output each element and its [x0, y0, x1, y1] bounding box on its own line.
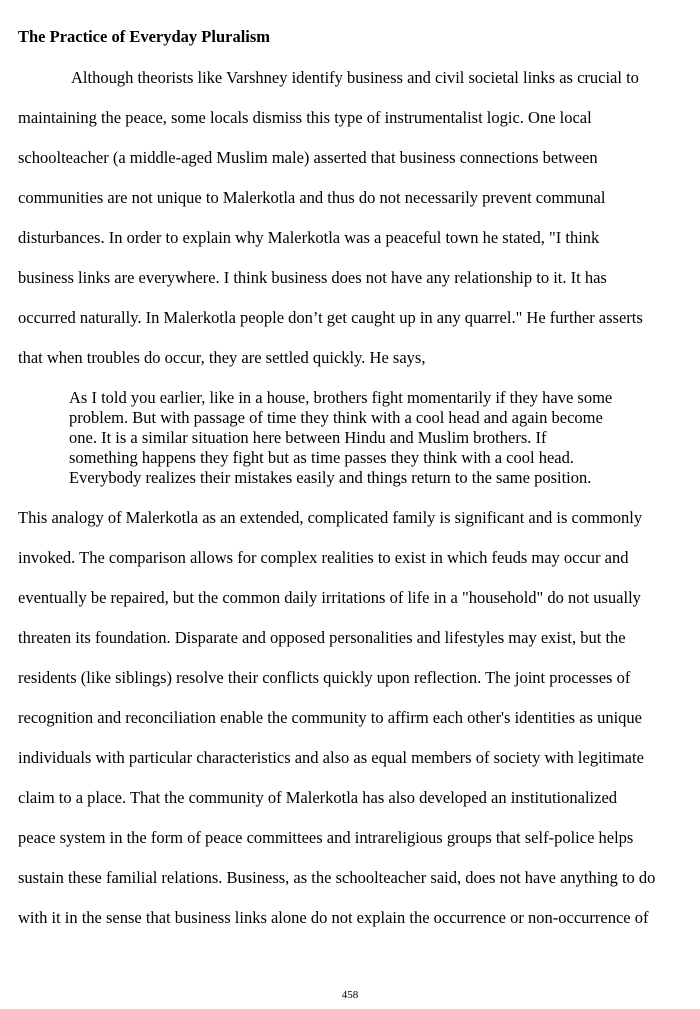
text-line: maintaining the peace, some locals dismiss this type of instrumentalist logic. One local [18, 108, 592, 127]
text-line: eventually be repaired, but the common daily irritations of life in a "household" do not usually [18, 588, 641, 607]
text-line: business links are everywhere. I think business does not have any relationship to it. It has [18, 268, 607, 287]
quote-line: Everybody realizes their mistakes easily and things return to the same position. [69, 468, 592, 487]
quote-line: something happens they fight but as time passes they think with a cool head. [69, 448, 574, 467]
text-line: that when troubles do occur, they are settled quickly. He says, [18, 348, 426, 367]
text-line: schoolteacher (a middle-aged Muslim male) asserted that business connections between [18, 148, 598, 167]
text-line: Although theorists like Varshney identify business and civil societal links as crucial to [71, 68, 639, 87]
text-line: communities are not unique to Malerkotla and thus do not necessarily prevent communal [18, 188, 606, 207]
text-line: individuals with particular characteristics and also as equal members of society with legitimate [18, 748, 644, 767]
text-line: claim to a place. That the community of Malerkotla has also developed an institutionalized [18, 788, 618, 807]
text-line: disturbances. In order to explain why Malerkotla was a peaceful town he stated, "I think [18, 228, 600, 247]
page-number: 458 [341, 989, 359, 1001]
text-line: threaten its foundation. Disparate and opposed personalities and lifestyles may exist, but the [18, 628, 626, 647]
quote-line: problem. But with passage of time they think with a cool head and again become [69, 408, 603, 427]
text-line: invoked. The comparison allows for complex realities to exist in which feuds may occur and [18, 548, 629, 567]
text-line: occurred naturally. In Malerkotla people don’t get caught up in any quarrel." He further asserts [18, 308, 643, 327]
text-line: recognition and reconciliation enable the community to affirm each other's identities as unique [18, 708, 642, 727]
text-line: with it in the sense that business links alone do not explain the occurrence or non-occurrence of [18, 908, 649, 927]
text-line: sustain these familial relations. Business, as the schoolteacher said, does not have anything to do [18, 868, 656, 887]
text-line: This analogy of Malerkotla as an extended, complicated family is significant and is commonly [18, 508, 643, 527]
text-line: residents (like siblings) resolve their conflicts quickly upon reflection. The joint processes of [18, 668, 631, 687]
text-line: peace system in the form of peace committees and intrareligious groups that self-police helps [18, 828, 634, 847]
quote-line: As I told you earlier, like in a house, brothers fight momentarily if they have some [69, 388, 613, 407]
section-heading: The Practice of Everyday Pluralism [18, 27, 271, 46]
quote-line: one. It is a similar situation here between Hindu and Muslim brothers. If [69, 428, 547, 447]
